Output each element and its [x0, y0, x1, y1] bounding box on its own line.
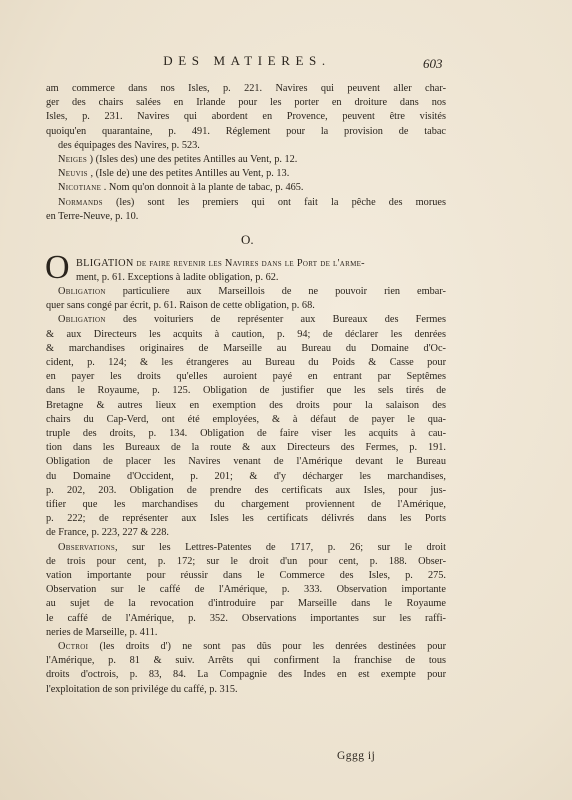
- text-line: [46, 384, 446, 398]
- entry-text: particuliere aux Marseillois de ne pouvoir rien embar-: [105, 286, 446, 297]
- text-line: Isles, p. 231. Navires qui abordent en Provence, peuvent être visités: [46, 111, 446, 123]
- dropcap-paragraph: [45, 249, 446, 286]
- entry-head: Neiges: [58, 154, 88, 166]
- entry-text: (les droits d') ne sont pas dûs pour les denrées destinées pour: [88, 641, 446, 653]
- index-entry: [46, 640, 446, 654]
- index-entry: [46, 313, 446, 327]
- entry-text: Observation sur le caffé de l'Amérique, p. 333. Observation importante: [46, 584, 446, 596]
- entry-text: quer sans congé par écrit, p. 61. Raison de cette obligation, p. 68.: [46, 300, 315, 312]
- text-line: [46, 441, 446, 455]
- text-line: [46, 484, 446, 498]
- entry-text: l'Amérique, p. 81 & suiv. Arrêts qui confirment la franchise de tous: [46, 655, 446, 667]
- entry-head: Obligation: [58, 314, 106, 326]
- text-line: [46, 413, 446, 427]
- index-entry: [46, 541, 446, 555]
- text-line: [46, 455, 446, 469]
- entry-head: Observations: [58, 541, 116, 553]
- text-line: [46, 683, 446, 697]
- text-line: [46, 328, 446, 342]
- text-line: ger des chairs salées en Irlande pour les porter en droiture dans nos: [46, 97, 446, 109]
- text-line: en Terre-Neuve, p. 10.: [46, 210, 139, 222]
- entry-text: neries de Marseille, p. 411.: [46, 626, 158, 638]
- entry-head: Neuvis: [58, 168, 88, 180]
- text-line: quoiqu'en quarantaine, p. 491. Réglement pour la provision de tabac: [46, 125, 446, 137]
- entry-text: truple des droits, p. 134. Obligation de faire viser les acquits à cau-: [46, 428, 446, 440]
- text-line: BLIGATION de faire revenir les Navires dans le Port de l'arme-: [76, 258, 365, 269]
- entry-text: de France, p. 223, 227 & 228.: [46, 527, 169, 539]
- section-heading: O.: [241, 232, 254, 247]
- text-line: [46, 427, 446, 441]
- entry-text: tion dans les Bureaux de la route & aux Directeurs des Fermes, p. 191.: [46, 442, 446, 454]
- entry-head: Normands: [58, 196, 103, 208]
- index-entry: [46, 167, 446, 181]
- text-line: [46, 498, 446, 512]
- text-line: [46, 626, 446, 640]
- text-line: [46, 399, 446, 413]
- entry-text: . Nom qu'on donnoit à la plante de tabac, p. 465.: [103, 182, 304, 194]
- entry-head: Nicotiane: [58, 182, 102, 194]
- entry-text: Bretagne & autres lieux en exemption des droits pour la salaison des: [46, 399, 446, 411]
- text-line: [46, 356, 446, 370]
- entry-text: droits d'octrois, p. 83, 84. La Compagnie des Indes en est exempte pour: [46, 669, 446, 681]
- entry-text: dans le Royaume, p. 125. Obligation de justifier que les sels tirés de: [46, 385, 446, 397]
- entry-text: (les) sont les premiers qui ont fait la pêche des morues: [116, 196, 446, 208]
- text-line: [46, 370, 446, 384]
- text-line: [46, 668, 446, 682]
- text-line: [46, 342, 446, 356]
- entry-text: en payer les droits qu'elles auroient payé en entrant par Septêmes: [46, 371, 446, 383]
- text-line: am commerce dans nos Isles, p. 221. Navires qui peuvent aller char-: [46, 83, 446, 94]
- page-number: 603: [423, 56, 443, 71]
- entry-text: , (Isle de) une des petites Antilles au Vent, p. 13.: [90, 168, 290, 180]
- entry-text: vation importante pour réussir dans le Commerce des Isles, p. 275.: [46, 570, 446, 582]
- entry-text: , sur les Lettres-Patentes de 1717, p. 26; sur le droit: [115, 541, 446, 553]
- entry-text: p. 202, 203. Obligation de prendre des certificats aux Isles, pour jus-: [46, 484, 446, 496]
- text-line: [46, 569, 446, 583]
- index-entry: [46, 285, 446, 299]
- entry-text: cident, p. 124; & les étrangeres au Bureau du Poids & Casse pour: [46, 357, 446, 369]
- text-line: [46, 526, 446, 540]
- entry-text: & marchandises originaires de Marseille au Bureau du Domaine d'Oc-: [46, 342, 446, 354]
- entry-text: ) (Isles des) une des petites Antilles au Vent, p. 12.: [89, 154, 298, 166]
- text-line: [46, 583, 446, 597]
- entry-head: Obligation: [58, 286, 106, 297]
- signature-mark: Gggg ij: [337, 750, 376, 762]
- entry-text: au sujet de la revocation d'introduire par Marseille dans le Royaume: [46, 598, 446, 610]
- entry-head: Octroi: [58, 641, 89, 653]
- index-entry: [46, 153, 446, 167]
- entry-text: du Domaine d'Occident, p. 201; & d'y décharger les marchandises,: [46, 470, 446, 482]
- entry-text: p. 222; de représenter aux Isles les certificats délivrés dans les Ports: [46, 513, 446, 525]
- entry-text: de trois pour cent, p. 172; sur le droit d'un pour cent, p. 188. Obser-: [46, 555, 446, 567]
- text-line: ment, p. 61. Exceptions à ladite obligation, p. 62.: [76, 272, 279, 284]
- entry-text: tifier que les marchandises du chargement proviennent de l'Amérique,: [46, 499, 446, 511]
- entry-text: l'exploitation de son privilége du caffé, p. 315.: [46, 683, 238, 695]
- text-line: [46, 555, 446, 569]
- drop-cap: O: [45, 249, 70, 286]
- index-entries-n: [46, 82, 446, 224]
- entry-text: le caffé de l'Amérique, p. 352. Observations importantes sur les raffi-: [46, 612, 446, 624]
- entry-text: chairs du Cap-Verd, ont été employées, & à défaut de payer le qua-: [46, 413, 446, 425]
- text-line: des équipages des Navires, p. 523.: [58, 139, 200, 151]
- index-entry: [46, 196, 446, 210]
- entry-text: Obligation de placer les Navires venant de l'Amérique devant le Bureau: [46, 456, 446, 468]
- index-entry: [46, 181, 446, 195]
- text-line: [46, 512, 446, 526]
- entry-text: & aux Directeurs les acquits à caution, p. 94; de déclarer les denrées: [46, 328, 446, 340]
- text-line: [46, 597, 446, 611]
- index-entries-o: [46, 285, 446, 697]
- text-line: [46, 654, 446, 668]
- running-title: DES MATIERES.: [163, 53, 331, 68]
- entry-text: des voituriers de représenter aux Bureaux des Fermes: [105, 314, 446, 326]
- text-line: [46, 470, 446, 484]
- text-line: [46, 612, 446, 626]
- text-line: [46, 299, 446, 313]
